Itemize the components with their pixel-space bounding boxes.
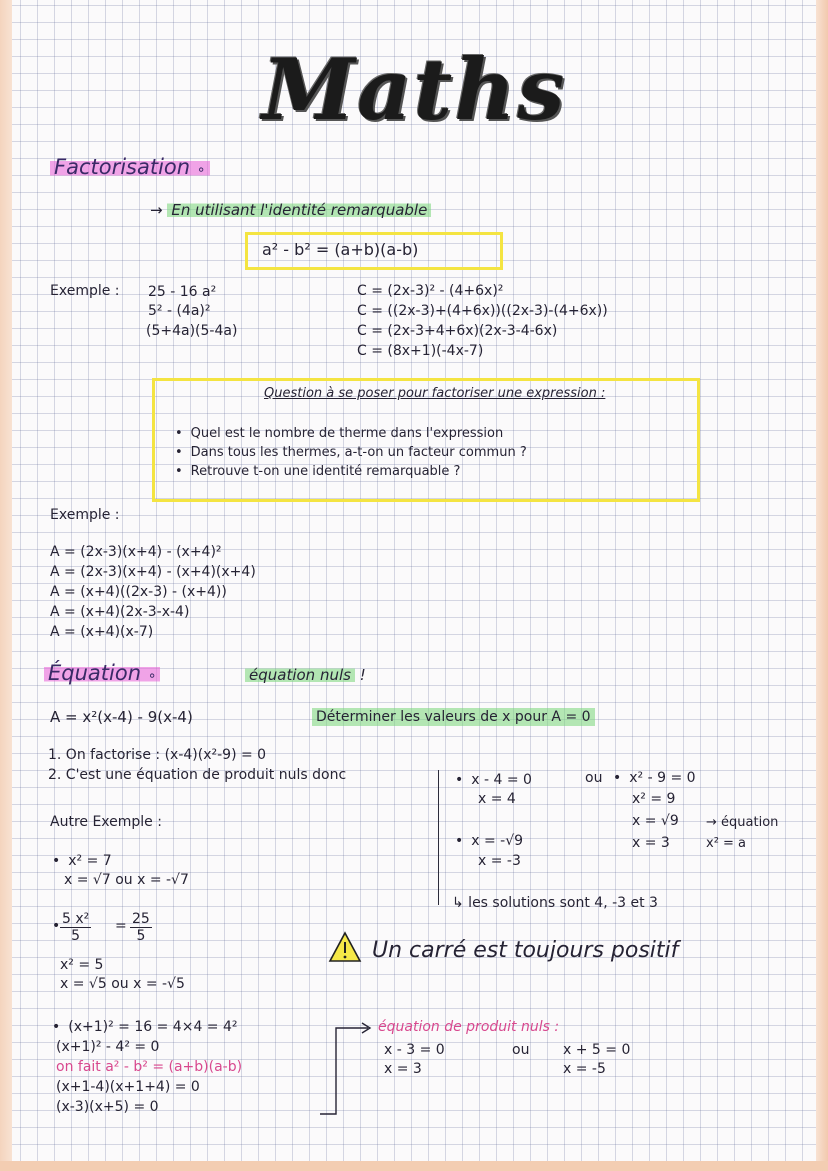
final-left-2: x = 3	[384, 1061, 422, 1077]
note-arrow: → équation	[706, 815, 779, 830]
final-or: ou	[512, 1042, 530, 1058]
solution-right-2: x² = 9	[632, 791, 676, 807]
example1-line-3: (5+4a)(5-4a)	[146, 323, 238, 339]
solution-left-b-1: • x = -√9	[455, 834, 523, 849]
ex2-fraction-right: $\frac{25}{5}$	[132, 911, 150, 944]
example2-line-2: C = ((2x-3)+(4+6x))((2x-3)-(4+6x))	[357, 303, 608, 319]
question-item-3: • Retrouve t-on une identité remarquable ?	[175, 464, 460, 479]
example2-label: Exemple :	[50, 507, 120, 523]
ex3-line-2: (x+1)² - 4² = 0	[56, 1039, 160, 1055]
final-title: équation de produit nuls :	[378, 1019, 560, 1035]
ex3-note: on fait a² - b² = (a+b)(a-b)	[56, 1059, 243, 1075]
other-example-label: Autre Exemple :	[50, 814, 162, 830]
solution-right-3: x = √9	[632, 813, 679, 829]
example3-line-2: A = (2x-3)(x+4) - (x+4)(x+4)	[50, 564, 256, 580]
solution-left-a-1: • x - 4 = 0	[455, 773, 532, 788]
other-ex1-line-2: x = √7 ou x = -√7	[64, 872, 189, 888]
question-item-2: • Dans tous les thermes, a-t-on un facteur commun ?	[175, 445, 527, 460]
ex2-line-2: x² = 5	[60, 957, 104, 973]
question-title: Question à se poser pour factoriser une expression :	[264, 386, 606, 401]
final-left-1: x - 3 = 0	[384, 1042, 445, 1058]
example3-line-4: A = (x+4)(2x-3-x-4)	[50, 604, 190, 620]
question-item-1: • Quel est le nombre de therme dans l'expression	[175, 426, 503, 441]
solution-right-1: • x² - 9 = 0	[613, 771, 696, 786]
ex2-line-3: x = √5 ou x = -√5	[60, 976, 185, 992]
page-title: Maths	[262, 40, 567, 139]
ex3-line-4: (x-3)(x+5) = 0	[56, 1099, 159, 1115]
equation-subtitle: équation nuls !	[245, 668, 366, 683]
method-line: → En utilisant l'identité remarquable	[150, 203, 431, 218]
example3-line-1: A = (2x-3)(x+4) - (x+4)²	[50, 544, 222, 560]
solutions-bracket	[438, 770, 439, 905]
equation-heading: Équation ∘	[44, 661, 160, 685]
solution-left-a-2: x = 4	[478, 791, 516, 807]
note-formula: x² = a	[706, 836, 747, 851]
example3-line-5: A = (x+4)(x-7)	[50, 624, 154, 640]
other-ex1-line-1: • x² = 7	[52, 854, 112, 869]
example2-line-1: C = (2x-3)² - (4+6x)²	[357, 283, 504, 299]
solution-left-b-2: x = -3	[478, 853, 521, 869]
solution-or: ou	[585, 770, 603, 786]
warning-icon	[328, 930, 362, 964]
equation-expr: A = x²(x-4) - 9(x-4)	[50, 708, 193, 726]
solution-right-4: x = 3	[632, 835, 670, 851]
ex3-line-1: • (x+1)² = 16 = 4×4 = 4²	[52, 1020, 238, 1035]
identity-formula: a² - b² = (a+b)(a-b)	[262, 240, 419, 259]
example2-line-4: C = (8x+1)(-4x-7)	[357, 343, 484, 359]
result-arrow-icon	[318, 1018, 374, 1118]
example1-line-2: 5² - (4a)²	[148, 303, 211, 319]
factorisation-heading: Factorisation ∘	[50, 155, 210, 179]
final-right-2: x = -5	[563, 1061, 606, 1077]
equation-step-2: 2. C'est une équation de produit nuls donc	[48, 767, 347, 783]
example3-line-3: A = (x+4)((2x-3) - (x+4))	[50, 584, 227, 600]
page-edge	[0, 1161, 828, 1171]
final-right-1: x + 5 = 0	[563, 1042, 631, 1058]
ex3-line-3: (x+1-4)(x+1+4) = 0	[56, 1079, 200, 1095]
ex2-bullet: •	[52, 918, 61, 934]
equation-step-1: 1. On factorise : (x-4)(x²-9) = 0	[48, 747, 267, 763]
example2-line-3: C = (2x-3+4+6x)(2x-3-4-6x)	[357, 323, 558, 339]
example-label: Exemple :	[50, 283, 120, 299]
warning-text: Un carré est toujours positif	[372, 938, 679, 963]
equation-task: Déterminer les valeurs de x pour A = 0	[312, 710, 595, 725]
solutions-conclusion: ↳ les solutions sont 4, -3 et 3	[452, 895, 658, 911]
example1-line-1: 25 - 16 a²	[148, 284, 217, 300]
ex2-fraction-left: $\frac{\text{5 x²}}{5}$	[62, 911, 90, 944]
ex2-equals: =	[115, 918, 127, 934]
